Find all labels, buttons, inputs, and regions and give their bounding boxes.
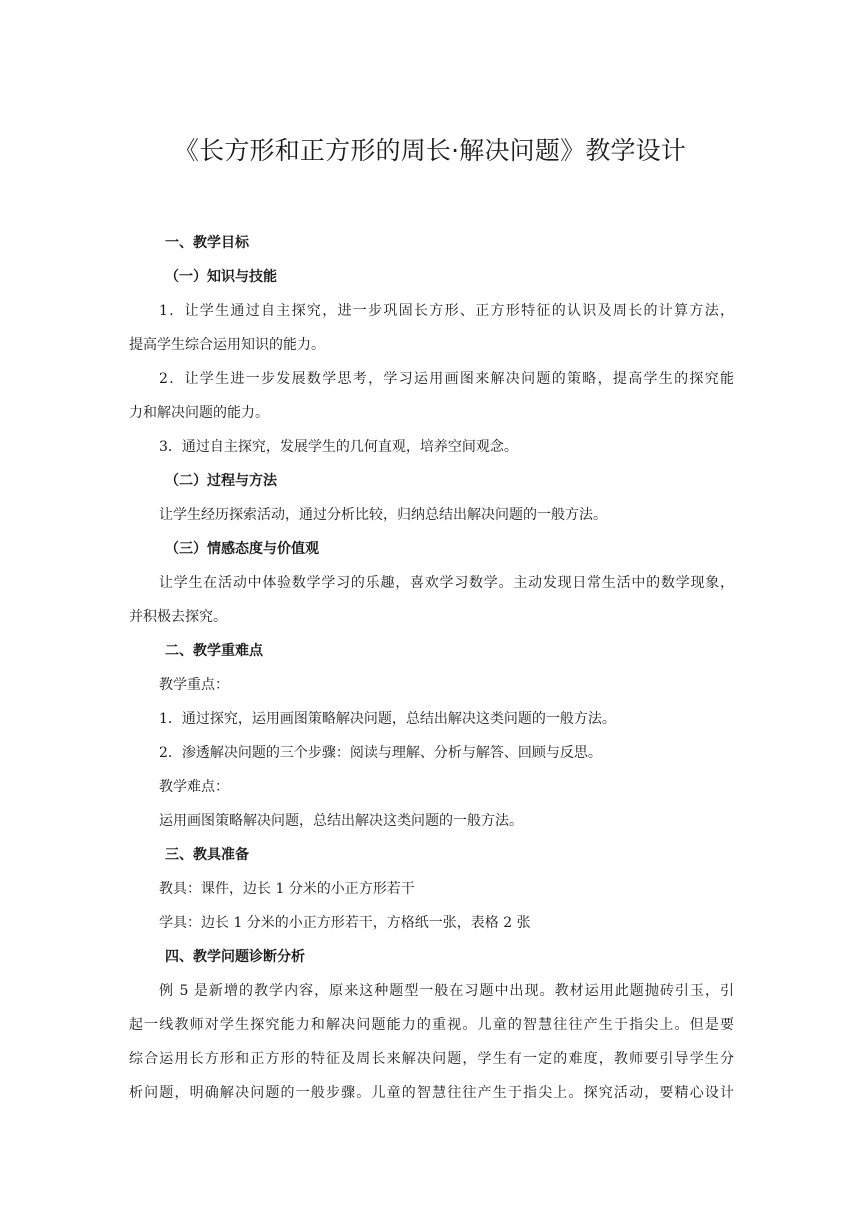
paragraph-line: 例 5 是新增的教学内容，原来这种题型一般在习题中出现。教材运用此题抛砖引玉，引 [159,983,734,999]
section-heading: 二、教学重难点 [165,643,263,659]
document-body [129,226,734,1110]
section-heading: 三、教具准备 [165,847,249,863]
paragraph-line: 起一线教师对学生探究能力和解决问题能力的重视。儿童的智慧往往产生于指尖上。但是要 [129,1017,734,1033]
paragraph-line: 提高学生综合运用知识的能力。 [129,337,325,353]
section-heading: 一、教学目标 [165,235,249,251]
paragraph-line: 3．通过自主探究，发展学生的几何直观，培养空间观念。 [159,439,518,455]
paragraph-line: 2．让学生进一步发展数学思考，学习运用画图来解决问题的策略，提高学生的探究能 [159,371,734,387]
paragraph-line: 1．让学生通过自主探究，进一步巩固长方形、正方形特征的认识及周长的计算方法， [159,303,734,319]
paragraph-line: 学具：边长 1 分米的小正方形若干，方格纸一张，表格 2 张 [159,915,531,931]
paragraph-line: 2．渗透解决问题的三个步骤：阅读与理解、分析与解答、回顾与反思。 [159,745,602,761]
section-heading: 四、教学问题诊断分析 [165,949,305,965]
subsection-heading: （一）知识与技能 [165,269,277,285]
paragraph-line: 教学重点： [159,677,229,693]
paragraph-line: 让学生在活动中体验数学学习的乐趣，喜欢学习数学。主动发现日常生活中的数学现象， [159,575,734,591]
document-title: 《长方形和正方形的周长·解决问题》教学设计 [173,136,687,165]
paragraph-line: 析问题，明确解决问题的一般步骤。儿童的智慧往往产生于指尖上。探究活动，要精心设计 [129,1085,734,1101]
paragraph-line: 运用画图策略解决问题，总结出解决这类问题的一般方法。 [159,813,523,829]
subsection-heading: （三）情感态度与价值观 [165,541,319,557]
paragraph-line: 1．通过探究，运用画图策略解决问题，总结出解决这类问题的一般方法。 [159,711,616,727]
paragraph-line: 力和解决问题的能力。 [129,405,269,421]
paragraph-line: 综合运用长方形和正方形的特征及周长来解决问题，学生有一定的难度，教师要引导学生分 [129,1051,734,1067]
subsection-heading: （二）过程与方法 [165,473,277,489]
paragraph-line: 教具：课件，边长 1 分米的小正方形若干 [159,881,415,897]
paragraph-line: 并积极去探究。 [129,609,227,625]
paragraph-line: 教学难点： [159,779,229,795]
paragraph-line: 让学生经历探索活动，通过分析比较，归纳总结出解决问题的一般方法。 [159,507,607,523]
